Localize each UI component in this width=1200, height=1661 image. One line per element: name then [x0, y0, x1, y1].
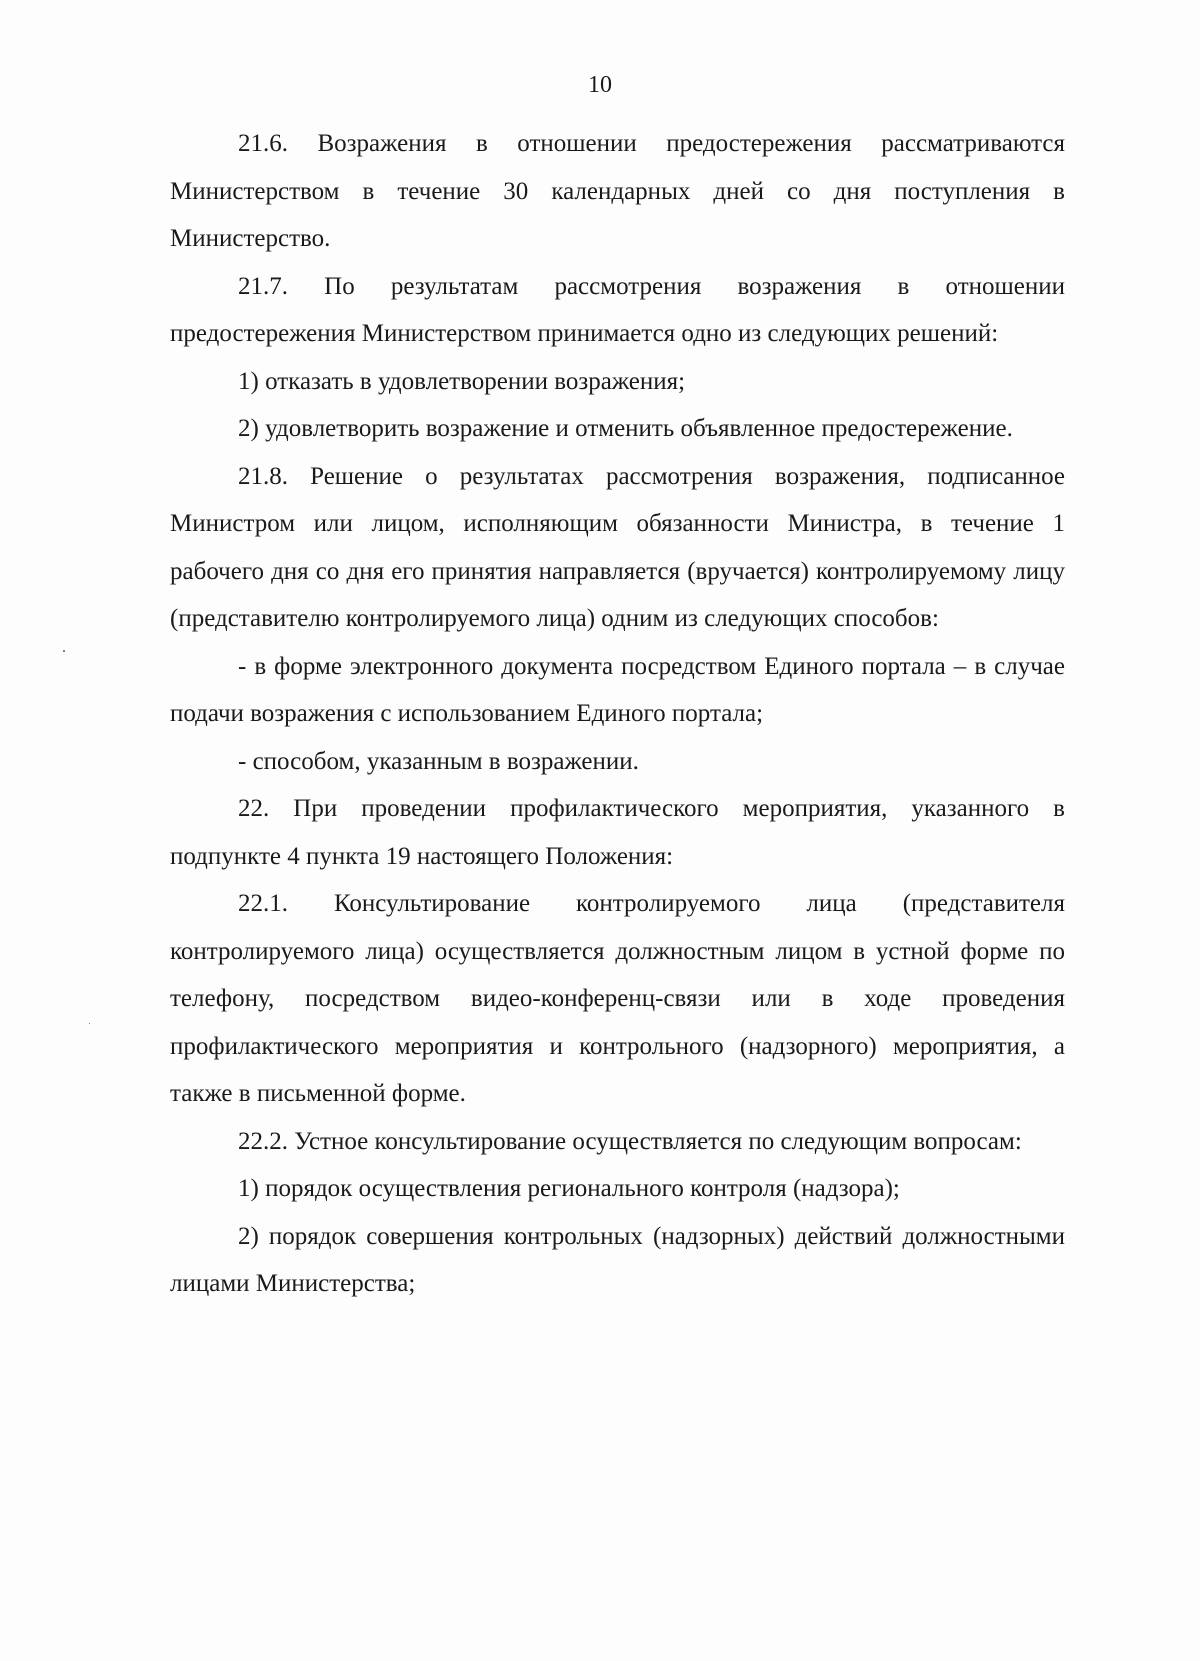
paragraph-22-2: 22.2. Устное консультирование осуществляется по следующим вопросам:	[238, 1127, 1022, 1155]
page-number: 10	[588, 72, 612, 98]
paragraph-21-8: 21.8. Решение о результатах рассмотрения возражения, подписанное Министром или лицом, исполняющим обязанности Министра, в течение 1 рабочего дня со дня его принятия направляется (вручается) контролируемому лицу (представителю контролируемого лица) одним из следующих способов:	[170, 462, 1065, 632]
scan-speck	[63, 650, 65, 652]
list-item-satisfy: 2) удовлетворить возражение и отменить объявленное предостережение.	[238, 415, 1013, 442]
paragraph-21-7: 21.7. По результатам рассмотрения возражения в отношении предостережения Министерством принимается одно из следующих решений:	[170, 272, 1065, 347]
list-item-electronic-form: - в форме электронного документа посредством Единого портала – в случае подачи возражения с использованием Единого портала;	[170, 652, 1065, 727]
paragraph-22-1: 22.1. Консультирование контролируемого лица (представителя контролируемого лица) осуществляется должностным лицом в устной форме по телефону, посредством видео-конференц-связи или в ходе проведения профилактического мероприятия и контрольного (надзорного) мероприятия, а также в письменной форме.	[170, 890, 1065, 1107]
list-item-method-in-objection: - способом, указанным в возражении.	[238, 747, 639, 775]
document-body	[170, 120, 1065, 1308]
paragraph-21-6: 21.6. Возражения в отношении предостережения рассматриваются Министерством в течение 30 календарных дней со дня поступления в Министерство.	[170, 130, 1065, 252]
paragraph-22: 22. При проведении профилактического мероприятия, указанного в подпункте 4 пункта 19 настоящего Положения:	[170, 795, 1065, 870]
list-item-actions-procedure: 2) порядок совершения контрольных (надзорных) действий должностными лицами Министерства;	[170, 1222, 1065, 1297]
list-item-control-procedure: 1) порядок осуществления регионального контроля (надзора);	[238, 1175, 900, 1202]
scan-speck	[89, 1023, 90, 1024]
list-item-refuse: 1) отказать в удовлетворении возражения;	[238, 367, 686, 395]
